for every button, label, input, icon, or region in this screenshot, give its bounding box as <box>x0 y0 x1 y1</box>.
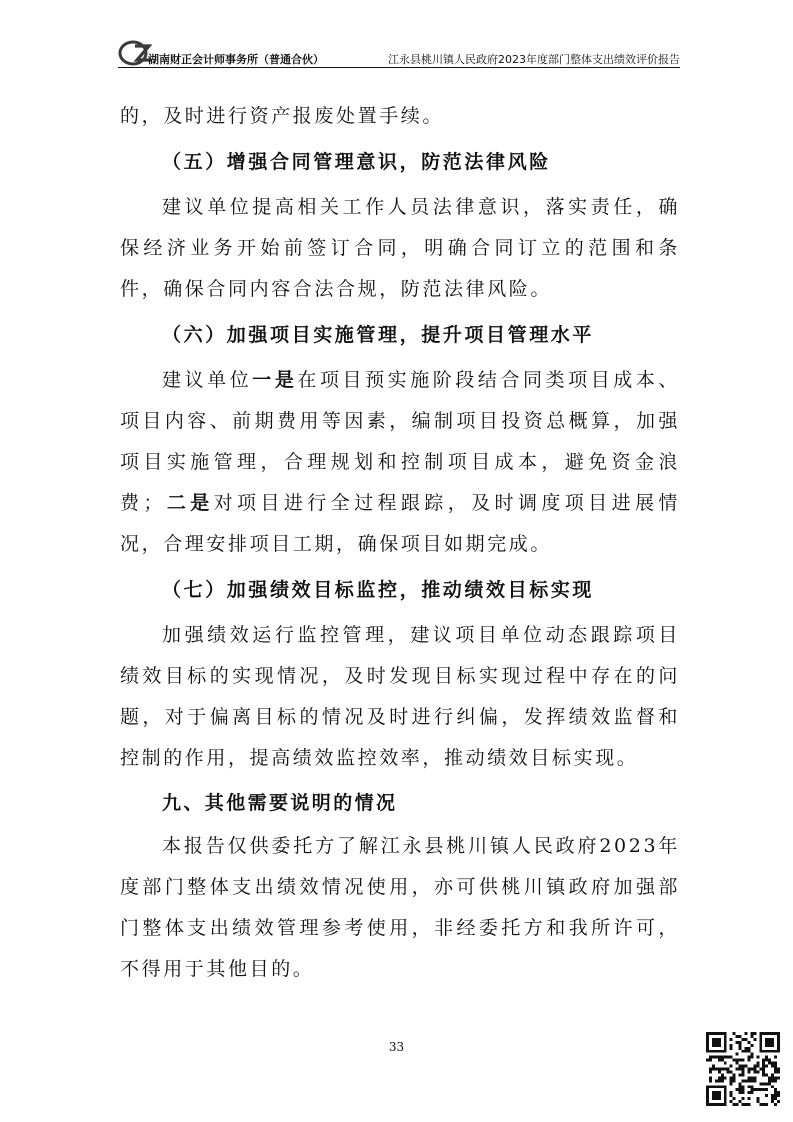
report-title: 江永县桃川镇人民政府2023年度部门整体支出绩效评价报告 <box>388 53 680 66</box>
p6-text-1: 在项目预实施阶段结合同类项目成本、项目内容、前期费用等因素，编制项目投资总概算，加强项目实施管理，合理规划和控制项目成本，避免资金浪费； <box>120 369 681 514</box>
firm-name: 湖南财正会计师事务所（普通合伙） <box>148 53 324 66</box>
header-rule <box>118 67 680 68</box>
heading-section-6: （六）加强项目实施管理，提升项目管理水平 <box>162 324 595 346</box>
continued-paragraph: 的，及时进行资产报废处置手续。 <box>120 105 445 127</box>
p6-marker-2: 二是 <box>165 492 214 514</box>
heading-section-7: （七）加强绩效目标监控，推动绩效目标实现 <box>162 579 595 601</box>
p6-text-2: 对项目进行全过程跟踪，及时调度项目进展情况，合理安排项目工期，确保项目如期完成。 <box>120 492 680 555</box>
paragraph-section-9: 本报告仅供委托方了解江永县桃川镇人民政府2023年度部门整体支出绩效情况使用，亦可供桃川镇政府加强部门整体支出绩效管理参考使用，非经委托方和我所许可，不得用于其他目的。 <box>120 835 680 980</box>
paragraph-section-6 <box>120 360 680 565</box>
heading-section-9: 九、其他需要说明的情况 <box>162 792 398 814</box>
page-number: 33 <box>388 1040 405 1054</box>
page-header <box>118 38 680 68</box>
paragraph-section-7: 加强绩效运行监控管理，建议项目单位动态跟踪项目绩效目标的实现情况，及时发现目标实现过程中存在的问题，对于偏离目标的情况及时进行纠偏，发挥绩效监督和控制的作用，提高绩效监控效率，推动绩效目标实现。 <box>120 624 680 769</box>
p6-lead: 建议单位 <box>162 369 253 391</box>
heading-section-5: （五）增强合同管理意识，防范法律风险 <box>162 151 551 173</box>
qr-code-icon <box>706 1032 780 1106</box>
main-content <box>120 96 680 990</box>
paragraph-section-5: 建议单位提高相关工作人员法律意识，落实责任，确保经济业务开始前签订合同，明确合同订立的范围和条件，确保合同内容合法合规，防范法律风险。 <box>120 196 680 300</box>
p6-marker-1: 一是 <box>252 369 298 391</box>
